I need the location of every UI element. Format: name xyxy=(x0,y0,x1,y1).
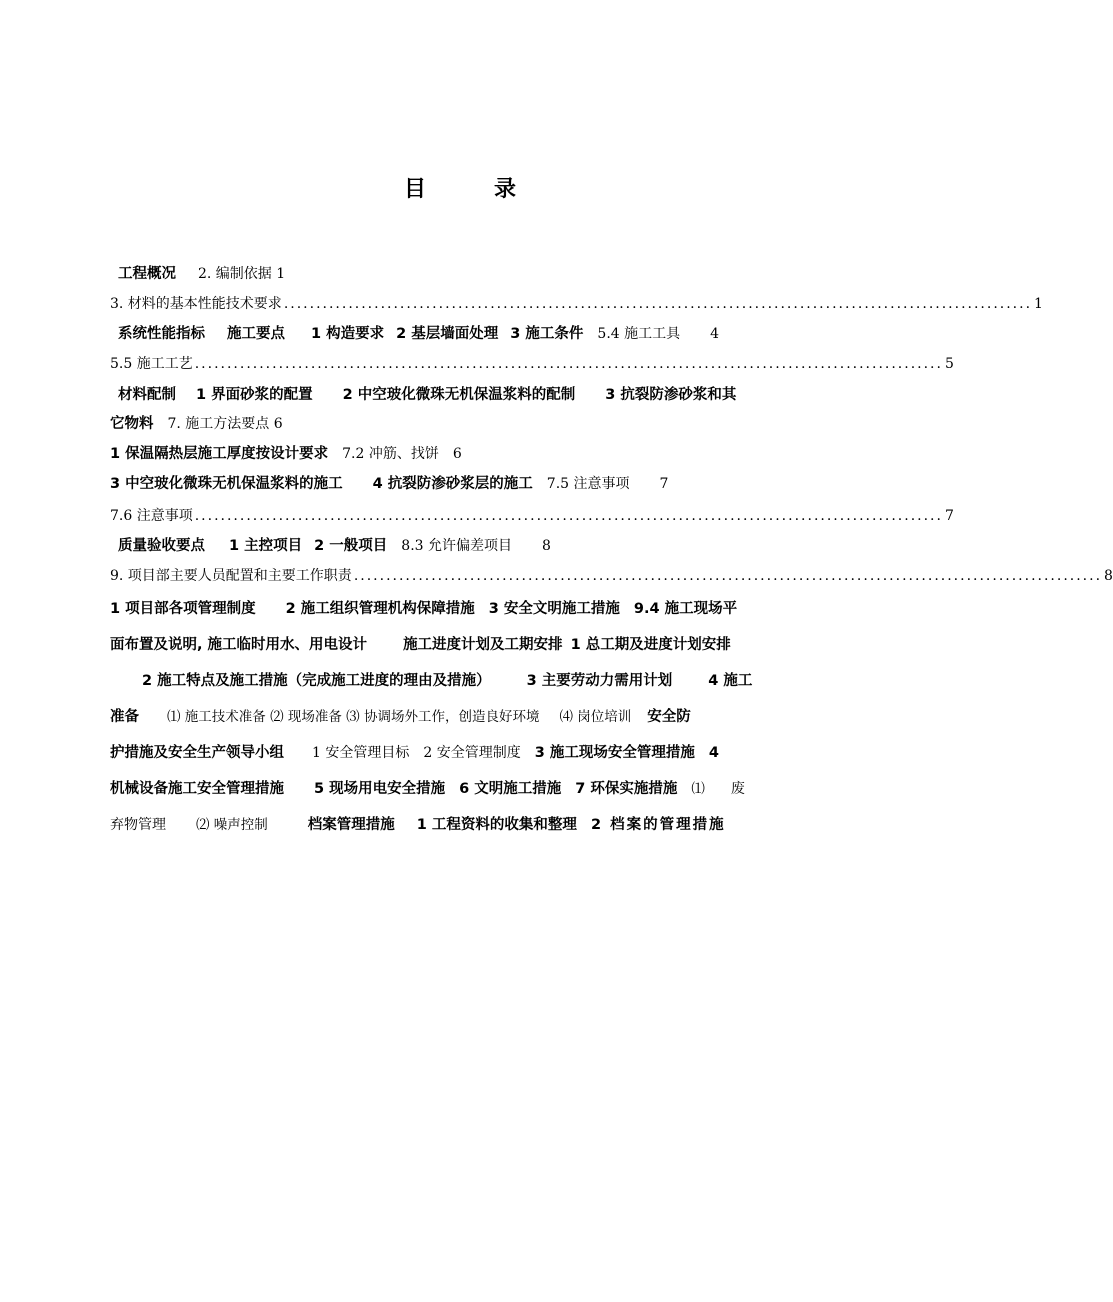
toc-page-number: 1 xyxy=(1034,296,1043,312)
toc-entry[interactable]: 它物料 xyxy=(110,416,154,432)
toc-line-2[interactable] xyxy=(110,293,1043,315)
toc-page-number: 7 xyxy=(659,476,669,492)
toc-entry[interactable]: 3 主要劳动力需用计划 xyxy=(526,673,673,689)
leader-dots: .................................................................................................................... xyxy=(194,508,943,524)
toc-entry[interactable]: 3 抗裂防渗砂浆和其 xyxy=(605,387,737,403)
page-title: 目录 xyxy=(403,177,584,202)
toc-entry[interactable]: 工程概况 xyxy=(118,266,176,282)
toc-entry[interactable]: 7.5 注意事项 xyxy=(546,476,630,492)
toc-entry[interactable]: 2 施工特点及施工措施（完成施工进度的理由及措施） xyxy=(142,673,491,689)
toc-page-number: 6 xyxy=(452,446,462,462)
toc-entry[interactable]: 1 项目部各项管理制度 xyxy=(110,601,256,617)
toc-entry[interactable]: 系统性能指标 xyxy=(118,326,205,342)
toc-entry[interactable]: 2. 编制依据 1 xyxy=(198,266,286,282)
toc-page-number: 8 xyxy=(1104,568,1113,584)
toc-entry[interactable]: 3 中空玻化微珠无机保温浆料的施工 xyxy=(110,476,343,492)
toc-entry[interactable]: 安全防 xyxy=(647,709,691,725)
toc-line-7 xyxy=(110,443,810,465)
toc-entry[interactable]: 施工要点 xyxy=(227,326,285,342)
toc-entry[interactable]: 施工进度计划及工期安排 xyxy=(403,637,563,653)
toc-entry[interactable]: 废 xyxy=(730,781,745,797)
toc-entry-text: 5.5 施工工艺 xyxy=(110,356,193,372)
toc-line-6 xyxy=(110,413,810,435)
toc-line-4[interactable] xyxy=(110,353,954,375)
toc-line-14 xyxy=(142,670,810,692)
toc-entry[interactable]: 2 施工组织管理机构保障措施 xyxy=(285,601,475,617)
toc-entry[interactable]: 3 施工现场安全管理措施 xyxy=(534,745,695,761)
toc-line-15 xyxy=(110,706,810,728)
toc-entry[interactable]: 7.2 冲筋、找饼 xyxy=(342,446,439,462)
toc-page-number: 4 xyxy=(710,326,720,342)
toc-entry-text: 9. 项目部主要人员配置和主要工作职责 xyxy=(110,568,352,584)
toc-entry[interactable]: 3 安全文明施工措施 xyxy=(488,601,620,617)
toc-page-number: 8 xyxy=(542,538,551,554)
toc-entry[interactable]: 2 一般项目 xyxy=(314,538,388,554)
leader-dots: .................................................................................................................... xyxy=(283,296,1033,312)
toc-entry[interactable]: 2 中空玻化微珠无机保温浆料的配制 xyxy=(342,387,576,403)
toc-entry[interactable]: 5 现场用电安全措施 xyxy=(314,781,446,797)
toc-entry[interactable]: ⑴ 施工技术准备 ⑵ 现场准备 ⑶ 协调场外工作，创造良好环境 xyxy=(167,709,540,725)
toc-entry[interactable]: 7 环保实施措施 xyxy=(575,781,678,797)
leader-dots: .................................................................................................................... xyxy=(353,568,1103,584)
toc-entry[interactable]: ⑴ xyxy=(691,781,705,797)
toc-line-3 xyxy=(118,323,802,345)
toc-line-5 xyxy=(118,384,810,406)
toc-entry[interactable]: 1 保温隔热层施工厚度按设计要求 xyxy=(110,446,329,462)
toc-entry[interactable]: 1 界面砂浆的配置 xyxy=(196,387,313,403)
toc-entry[interactable]: ⑵ 噪声控制 xyxy=(196,817,268,833)
leader-dots: .................................................................................................................... xyxy=(194,356,943,372)
toc-line-12 xyxy=(110,598,810,620)
toc-entry[interactable]: 4 抗裂防渗砂浆层的施工 xyxy=(372,476,533,492)
toc-entry[interactable]: 护措施及安全生产领导小组 xyxy=(110,745,284,761)
toc-entry[interactable]: 8.3 允许偏差项目 xyxy=(401,538,512,554)
toc-entry[interactable]: ⑷ 岗位培训 xyxy=(559,709,632,725)
toc-entry[interactable]: 2 档案的管理措施 xyxy=(590,817,726,833)
toc-line-18 xyxy=(110,814,810,836)
toc-entry[interactable]: 机械设备施工安全管理措施 xyxy=(110,781,284,797)
toc-entry[interactable]: 4 施工 xyxy=(708,673,753,689)
toc-entry[interactable]: 面布置及说明, 施工临时用水、用电设计 xyxy=(110,637,368,653)
toc-entry[interactable]: 材料配制 xyxy=(118,387,176,403)
toc-line-1 xyxy=(118,263,818,285)
toc-entry[interactable]: 4 xyxy=(708,745,719,761)
toc-page-number: 5 xyxy=(944,356,954,372)
toc-line-17 xyxy=(110,778,810,800)
toc-entry[interactable]: 弃物管理 xyxy=(110,817,166,833)
toc-page-number: 7 xyxy=(944,508,954,524)
toc-entry[interactable]: 7. 施工方法要点 6 xyxy=(167,416,283,432)
toc-entry-text: 3. 材料的基本性能技术要求 xyxy=(110,296,282,312)
toc-entry[interactable]: 1 总工期及进度计划安排 xyxy=(570,637,731,653)
toc-entry[interactable]: 1 安全管理目标 xyxy=(312,745,410,761)
toc-entry[interactable]: 9.4 施工现场平 xyxy=(633,601,738,617)
toc-line-10 xyxy=(118,535,818,557)
toc-entry[interactable]: 1 构造要求 xyxy=(311,326,385,342)
toc-entry[interactable]: 1 工程资料的收集和整理 xyxy=(416,817,577,833)
toc-entry[interactable]: 5.4 施工工具 xyxy=(597,326,681,342)
toc-entry[interactable]: 3 施工条件 xyxy=(510,326,584,342)
toc-entry[interactable]: 2 安全管理制度 xyxy=(423,745,521,761)
toc-entry[interactable]: 2 基层墙面处理 xyxy=(396,326,499,342)
toc-entry[interactable]: 1 主控项目 xyxy=(229,538,303,554)
toc-line-11[interactable] xyxy=(110,565,1113,587)
toc-entry[interactable]: 准备 xyxy=(110,709,139,725)
toc-entry[interactable]: 质量验收要点 xyxy=(118,538,205,554)
toc-line-8 xyxy=(110,473,810,495)
toc-entry-text: 7.6 注意事项 xyxy=(110,508,193,524)
toc-line-13 xyxy=(110,634,810,656)
toc-line-16 xyxy=(110,742,810,764)
toc-line-9[interactable] xyxy=(110,505,954,527)
toc-entry[interactable]: 档案管理措施 xyxy=(307,817,395,833)
toc-entry[interactable]: 6 文明施工措施 xyxy=(459,781,562,797)
